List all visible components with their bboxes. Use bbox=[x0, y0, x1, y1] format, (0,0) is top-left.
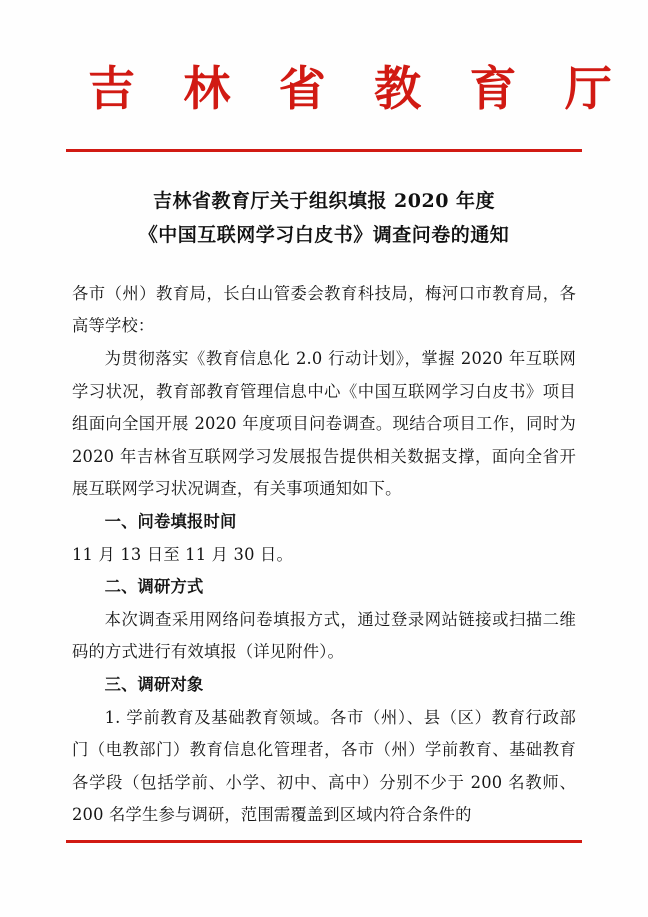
document-title-line-2: 《中国互联网学习白皮书》调查问卷的通知 bbox=[138, 223, 510, 246]
section-heading-2: 二、调研方式 bbox=[104, 577, 204, 597]
issuing-authority-title: 吉 林 省 教 育 厅 bbox=[88, 62, 628, 117]
section-heading-3: 三、调研对象 bbox=[104, 675, 204, 695]
section-3-content: 1. 学前教育及基础教育领域。各市（州）、县（区）教育行政部门（电教部门）教育信息化管理者，各市（州）学前教育、基础教育各学段（包括学前、小学、初中、高中）分别不少于 200 名教师、200 名学生参与调研，范围需覆盖到区域内符合条件的 bbox=[72, 707, 576, 825]
document-body bbox=[72, 278, 576, 832]
section-1-content: 11 月 13 日至 11 月 30 日。 bbox=[72, 544, 293, 564]
header-red-rule bbox=[66, 149, 582, 152]
document-title-line-1: 吉林省教育厅关于组织填报 2020 年度 bbox=[152, 190, 496, 213]
section-2-content: 本次调查采用网络问卷填报方式，通过登录网站链接或扫描二维码的方式进行有效填报（详见附件）。 bbox=[72, 609, 576, 662]
footer-red-rule bbox=[66, 840, 582, 843]
background-paragraph: 为贯彻落实《教育信息化 2.0 行动计划》，掌握 2020 年互联网学习状况，教育部教育管理信息中心《中国互联网学习白皮书》项目组面向全国开展 2020 年度项目问卷调查。现结合项目工作，同时为 2020 年吉林省互联网学习发展报告提供相关数据支撑，面向全省开展互联网学习状况调查，有关事项通知如下。 bbox=[72, 349, 576, 499]
letterhead bbox=[72, 0, 628, 118]
section-heading-1: 一、问卷填报时间 bbox=[104, 512, 237, 532]
recipient-paragraph: 各市（州）教育局，长白山管委会教育科技局，梅河口市教育局，各高等学校： bbox=[72, 283, 576, 336]
document-title bbox=[72, 185, 576, 252]
